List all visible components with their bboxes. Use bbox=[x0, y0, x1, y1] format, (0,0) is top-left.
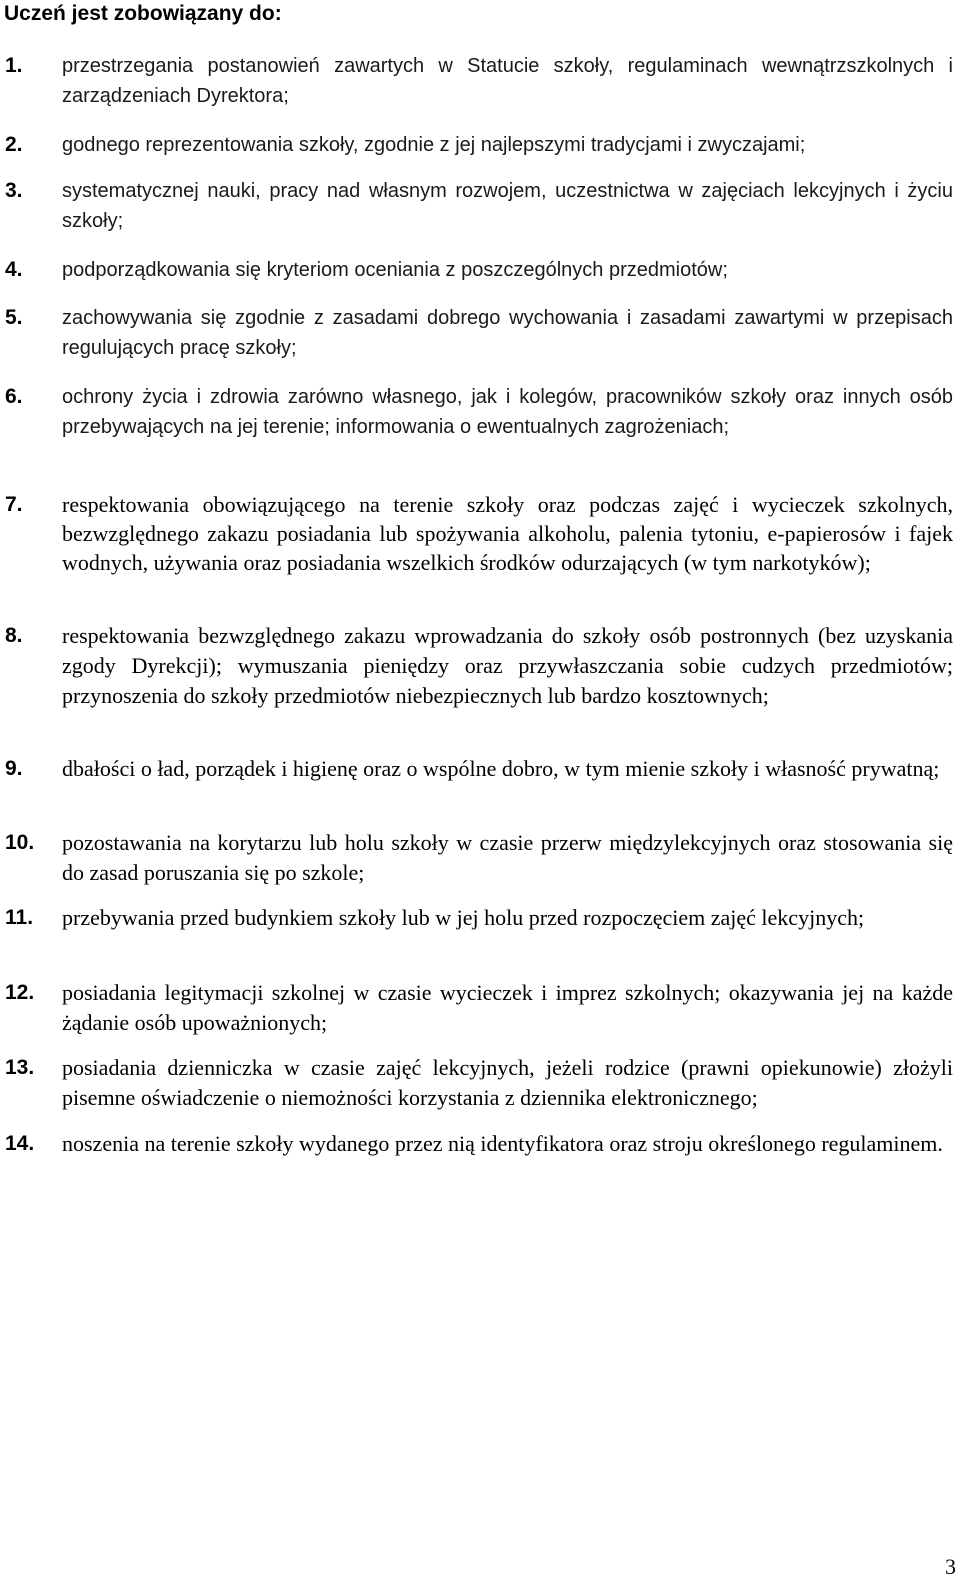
item-text: pozostawania na korytarzu lub holu szkoły w czasie przerw międzylekcyjnych oraz stosowania się do zasad poruszania się po szkole; bbox=[62, 830, 953, 885]
page-number: 3 bbox=[945, 1554, 956, 1579]
item-text: dbałości o ład, porządek i higienę oraz o wspólne dobro, w tym mienie szkoły i własność prywatną; bbox=[62, 756, 940, 781]
item-number: 3. bbox=[5, 179, 23, 202]
item-text: posiadania dzienniczka w czasie zajęć lekcyjnych, jeżeli rodzice (prawni opiekunowie) złożyli pisemne oświadczenie o niemożności korzystania z dziennika elektronicznego; bbox=[62, 1055, 953, 1110]
item-number: 8. bbox=[5, 624, 23, 647]
page-heading: Uczeń jest zobowiązany do: bbox=[4, 2, 282, 25]
item-number: 7. bbox=[5, 493, 23, 516]
item-number: 12. bbox=[5, 981, 35, 1004]
item-number: 2. bbox=[5, 133, 23, 156]
item-text: posiadania legitymacji szkolnej w czasie wycieczek i imprez szkolnych; okazywania jej na każde żądanie osób upoważnionych; bbox=[62, 980, 953, 1035]
item-text: noszenia na terenie szkoły wydanego przez nią identyfikatora oraz stroju określonego regulaminem. bbox=[62, 1131, 943, 1156]
item-text: przestrzegania postanowień zawartych w Statucie szkoły, regulaminach wewnątrzszkolnych i zarządzeniach Dyrektora; bbox=[62, 55, 953, 107]
item-number: 13. bbox=[5, 1056, 35, 1079]
item-number: 4. bbox=[5, 258, 23, 281]
item-number: 6. bbox=[5, 385, 23, 408]
item-number: 10. bbox=[5, 831, 35, 854]
item-text: godnego reprezentowania szkoły, zgodnie z jej najlepszymi tradycjami i zwyczajami; bbox=[62, 134, 806, 156]
item-text: systematycznej nauki, pracy nad własnym rozwojem, uczestnictwa w zajęciach lekcyjnych i życiu szkoły; bbox=[62, 180, 953, 232]
item-text: respektowania bezwzględnego zakazu wprowadzania do szkoły osób postronnych (bez uzyskania zgody Dyrekcji); wymuszania pieniędzy oraz przywłaszczania sobie cudzych przedmiotów; przynoszenia do szkoły przedmiotów niebezpiecznych lub bardzo kosztownych; bbox=[62, 623, 953, 708]
item-number: 11. bbox=[5, 906, 34, 929]
item-text: ochrony życia i zdrowia zarówno własnego, jak i kolegów, pracowników szkoły oraz innych osób przebywających na jej terenie; informowania o ewentualnych zagrożeniach; bbox=[62, 386, 953, 438]
item-number: 5. bbox=[5, 306, 23, 329]
item-text: respektowania obowiązującego na terenie szkoły oraz podczas zajęć i wycieczek szkolnych, bezwzględnego zakazu posiadania lub spożywania alkoholu, palenia tytoniu, e-papierosów i fajek wodnych, używania oraz posiadania wszelkich środków odurzających (w tym narkotyków); bbox=[62, 492, 953, 575]
item-text: przebywania przed budynkiem szkoły lub w jej holu przed rozpoczęciem zajęć lekcyjnych; bbox=[62, 905, 865, 930]
item-text: podporządkowania się kryteriom oceniania z poszczególnych przedmiotów; bbox=[62, 259, 728, 281]
item-number: 9. bbox=[5, 757, 23, 780]
item-text: zachowywania się zgodnie z zasadami dobrego wychowania i zasadami zawartymi w przepisach regulujących pracę szkoły; bbox=[62, 307, 953, 359]
item-number: 1. bbox=[5, 54, 23, 77]
item-number: 14. bbox=[5, 1132, 35, 1155]
